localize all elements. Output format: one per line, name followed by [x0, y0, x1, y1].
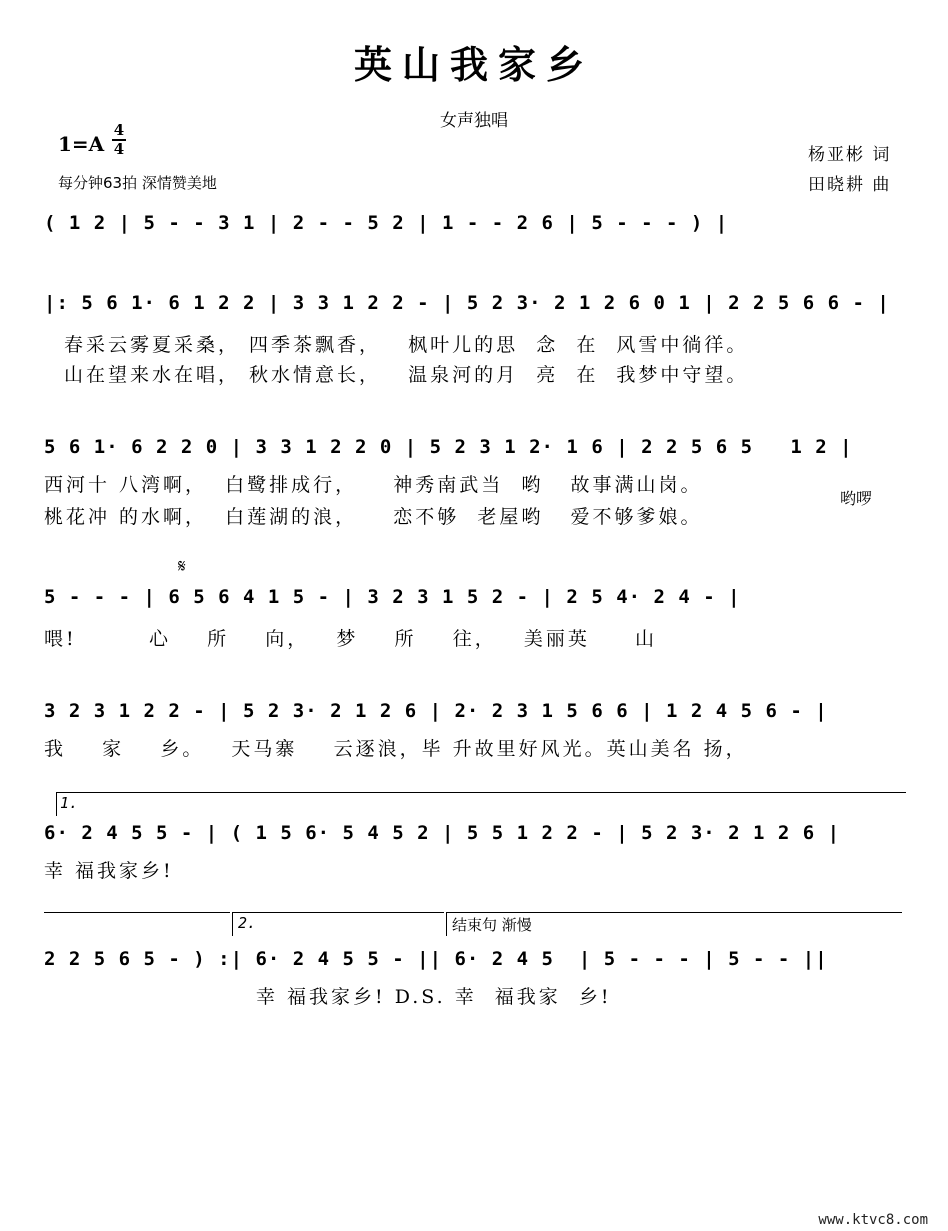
time-sig-top: 4 — [113, 121, 125, 139]
ending-1-lyric: 幸 福我家乡! — [44, 860, 174, 882]
chorus-line-2-lyric: 我 家 乡。 天马寨 云逐浪，毕 升故里好风光。英山美名 扬， — [44, 738, 748, 760]
time-sig-bottom: 4 — [113, 140, 125, 158]
ending-1-notes: 6· 2 4 5 5 - | ( 1 5 6· 5 4 5 2 | 5 5 1 2 2 - | 5 2 3· 2 1 2 6 | — [44, 822, 841, 844]
segno-sign: 𝄋 — [178, 556, 186, 577]
chorus-line-1-notes: 5 - - - | 6 5 6 4 1 5 - | 3 2 3 1 5 2 - | 2 5 4· 2 4 - | — [44, 586, 741, 608]
verse-line-2-lyric-1: 西河十 八湾啊， 白鹭排成行， 神秀南武当 哟 故事满山岗。 — [44, 474, 703, 496]
ending-label: 结束句 渐慢 — [452, 916, 532, 934]
ending-edge — [446, 912, 447, 936]
volta-1-bracket — [56, 792, 906, 793]
key-signature: 1=A — [58, 132, 105, 156]
chorus-line-1-lyric: 喂! 心 所 向， 梦 所 往， 美丽英 山 — [44, 628, 658, 650]
chorus-line-2-notes: 3 2 3 1 2 2 - | 5 2 3· 2 1 2 6 | 2· 2 3 1 5 6 6 | 1 2 4 5 6 - | — [44, 700, 828, 722]
lyricist-credit: 杨亚彬 词 — [808, 145, 892, 165]
verse-line-1-lyric-1: 春采云雾夏采桑， 四季茶飘香， 枫叶儿的思 念 在 风雪中徜徉。 — [64, 334, 749, 356]
verse-line-1-lyric-2: 山在望来水在唱， 秋水情意长， 温泉河的月 亮 在 我梦中守望。 — [64, 364, 749, 386]
verse-line-2-notes: 5 6 1· 6 2 2 0 | 3 3 1 2 2 0 | 5 2 3 1 2· 1 6 | 2 2 5 6 5 1 2 | — [44, 436, 853, 458]
intro-notes: ( 1 2 | 5 - - 3 1 | 2 - - 5 2 | 1 - - 2 6 | 5 - - - ) | — [44, 212, 729, 234]
ending-2-notes: 2 2 5 6 5 - ) :| 6· 2 4 5 5 - || 6· 2 4 5 | 5 - - - | 5 - - || — [44, 948, 828, 970]
ending-bracket — [446, 912, 902, 913]
volta-1-edge — [56, 792, 57, 816]
song-subtitle: 女声独唱 — [440, 111, 508, 131]
volta-1-continue — [44, 912, 230, 913]
volta-2-bracket — [232, 912, 444, 913]
time-signature — [112, 122, 126, 158]
volta-1-label: 1. — [60, 794, 79, 812]
site-watermark: www.ktvc8.com — [818, 1212, 928, 1228]
volta-2-label: 2. — [238, 914, 257, 932]
verse-line-1-notes: |: 5 6 1· 6 1 2 2 | 3 3 1 2 2 - | 5 2 3· 2 1 2 6 0 1 | 2 2 5 6 6 - | — [44, 292, 890, 314]
song-title: 英山我家乡 — [353, 42, 594, 87]
verse-line-2-lyric-2: 桃花冲 的水啊， 白莲湖的浪， 恋不够 老屋哟 爱不够爹娘。 — [44, 506, 703, 528]
composer-credit: 田晓耕 曲 — [808, 175, 892, 195]
ending-2-lyric: 幸 福我家乡! D.S. 幸 福我家 乡! — [256, 986, 612, 1008]
volta-2-edge — [232, 912, 233, 936]
tempo-marking: 每分钟63拍 深情赞美地 — [58, 174, 217, 192]
side-lyric: 哟啰 — [840, 489, 873, 508]
